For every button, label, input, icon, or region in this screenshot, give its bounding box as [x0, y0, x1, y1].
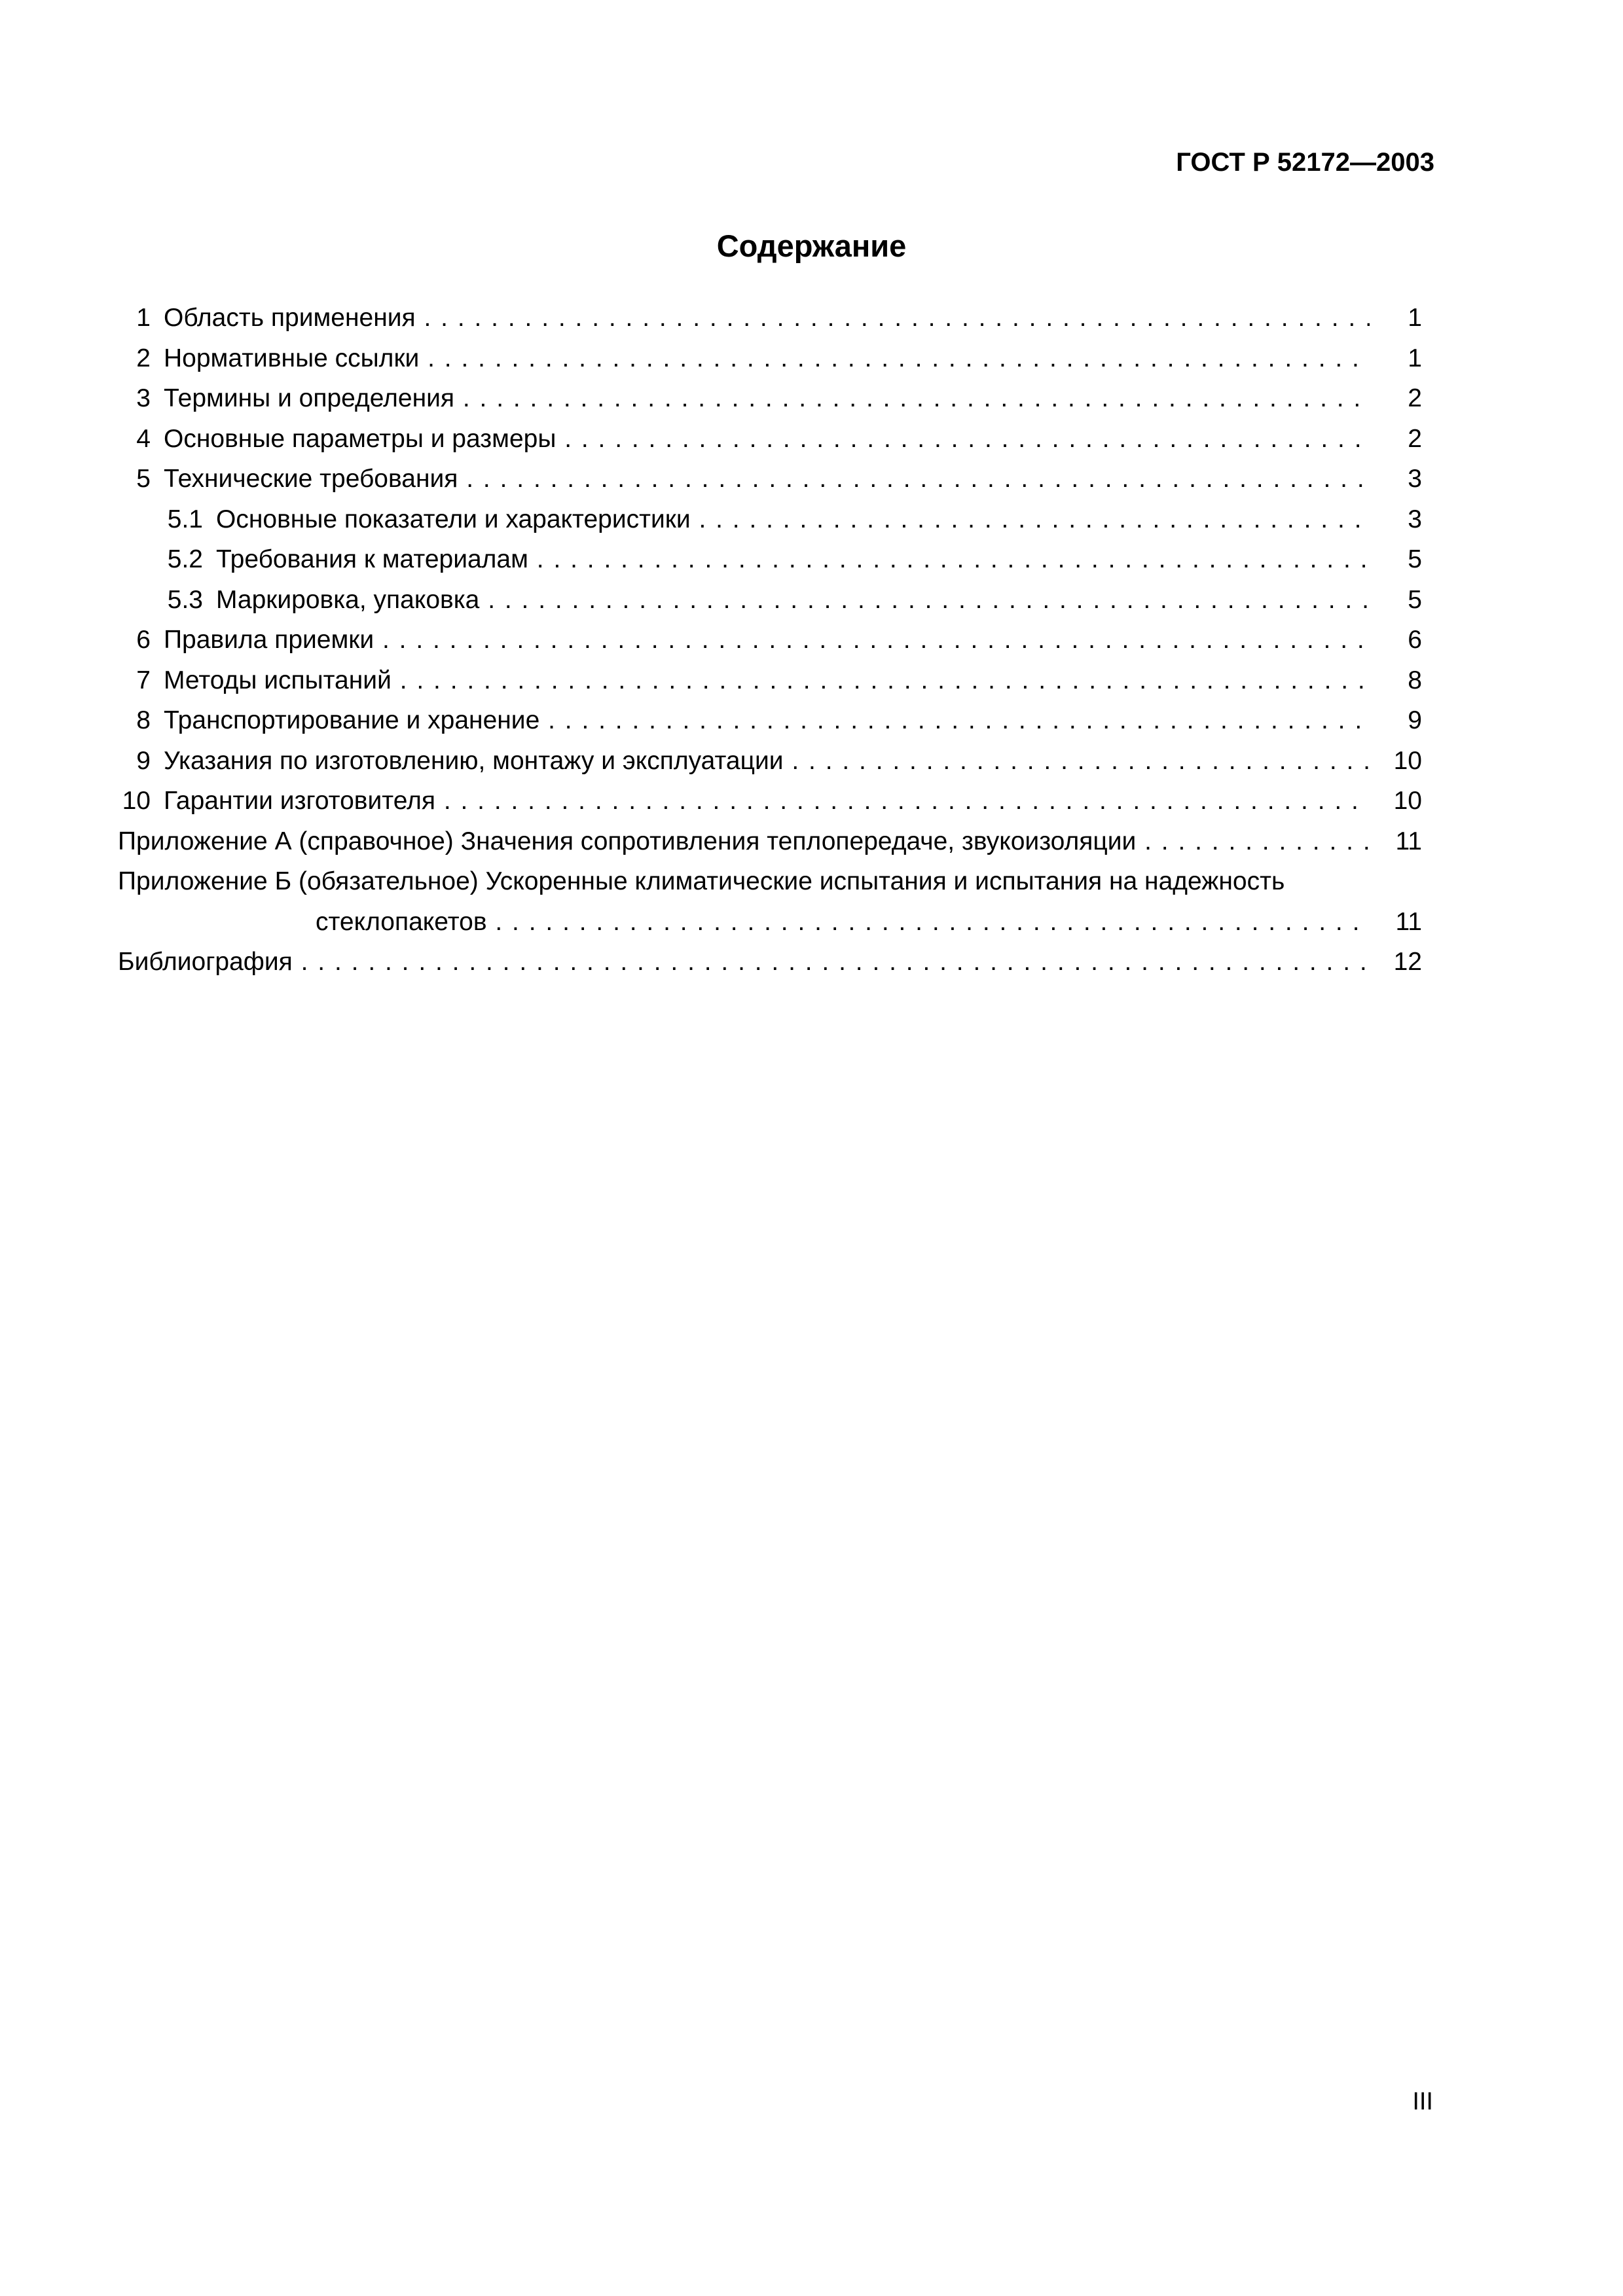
toc-item[interactable]: [118, 459, 1422, 499]
toc-item[interactable]: [118, 338, 1422, 379]
toc-item[interactable]: [118, 700, 1422, 741]
toc-title: Содержание: [716, 228, 907, 263]
toc-item-title: Правила приемки . . .: [164, 620, 1370, 660]
toc-item[interactable]: [118, 741, 1422, 781]
toc-item-title: Приложение А (справочное) Значения сопротивления теплопередаче, звукоизоляции . . .: [118, 821, 1370, 862]
toc-item-title: Гарантии изготовителя . . .: [164, 781, 1370, 821]
toc-item-page: 2: [1383, 419, 1422, 459]
toc-item-page: 2: [1383, 378, 1422, 419]
toc-item[interactable]: [118, 781, 1422, 821]
toc-item-title: Транспортирование и хранение . . .: [164, 700, 1370, 741]
toc-item-number: 8: [136, 706, 151, 734]
table-of-contents: [118, 298, 1422, 982]
toc-appendix-b-continuation[interactable]: [118, 902, 1422, 942]
toc-item-page: 1: [1383, 338, 1422, 379]
toc-item[interactable]: [118, 620, 1422, 660]
toc-item-title: Библиография . . .: [118, 942, 1370, 982]
toc-item-title: Требования к материалам . . .: [216, 539, 1370, 580]
toc-item-title: Основные показатели и характеристики . . .: [216, 499, 1370, 540]
toc-item-title: Методы испытаний . . .: [164, 660, 1370, 701]
toc-item-title: Основные параметры и размеры . . .: [164, 419, 1370, 459]
toc-appendix-b[interactable]: [118, 861, 1422, 902]
page-number: III: [1412, 2088, 1433, 2115]
toc-item-number: 5: [136, 465, 151, 493]
toc-item-page: 3: [1383, 499, 1422, 540]
toc-item-title: Указания по изготовлению, монтажу и эксплуатации . . .: [164, 741, 1370, 781]
toc-subitem[interactable]: [118, 499, 1422, 540]
toc-item-title: Технические требования . . .: [164, 459, 1370, 499]
toc-item-title: Область применения . . .: [164, 298, 1370, 338]
toc-item-page: 11: [1383, 821, 1422, 862]
toc-item-page: 10: [1383, 781, 1422, 821]
toc-item-number: 7: [136, 666, 151, 694]
toc-item-page: 11: [1383, 902, 1422, 942]
toc-subitem[interactable]: [118, 539, 1422, 580]
toc-appendix-a[interactable]: [118, 821, 1422, 862]
toc-item-title: Приложение Б (обязательное) Ускоренные климатические испытания и испытания на надежность: [118, 867, 1285, 895]
toc-item-number: 9: [136, 746, 151, 775]
toc-item-number: 4: [136, 424, 151, 453]
toc-item-number: 5.2: [167, 545, 203, 573]
toc-item[interactable]: [118, 419, 1422, 459]
toc-item-title: Маркировка, упаковка . . .: [216, 580, 1370, 620]
toc-item-number: 6: [136, 626, 151, 654]
toc-item-page: 12: [1383, 942, 1422, 982]
toc-item-number: 10: [122, 787, 151, 815]
toc-item-page: 1: [1383, 298, 1422, 338]
toc-item-number: 2: [136, 344, 151, 372]
toc-item-page: 8: [1383, 660, 1422, 701]
toc-item-title: Нормативные ссылки . . .: [164, 338, 1370, 379]
toc-item[interactable]: [118, 378, 1422, 419]
toc-bibliography[interactable]: [118, 942, 1422, 982]
toc-item-page: 9: [1383, 700, 1422, 741]
toc-item-title: стеклопакетов . . .: [316, 902, 1370, 942]
toc-item-number: 3: [136, 384, 151, 412]
toc-item[interactable]: [118, 298, 1422, 338]
toc-item-title: Термины и определения . . .: [164, 378, 1370, 419]
toc-item-page: 6: [1383, 620, 1422, 660]
toc-item-number: 1: [136, 304, 151, 332]
toc-item-page: 5: [1383, 580, 1422, 620]
toc-item[interactable]: [118, 660, 1422, 701]
document-code: ГОСТ Р 52172—2003: [1176, 148, 1434, 177]
toc-subitem[interactable]: [118, 580, 1422, 620]
toc-item-page: 5: [1383, 539, 1422, 580]
toc-item-number: 5.3: [167, 585, 203, 614]
toc-item-page: 10: [1383, 741, 1422, 781]
toc-item-page: 3: [1383, 459, 1422, 499]
toc-item-number: 5.1: [167, 505, 203, 533]
